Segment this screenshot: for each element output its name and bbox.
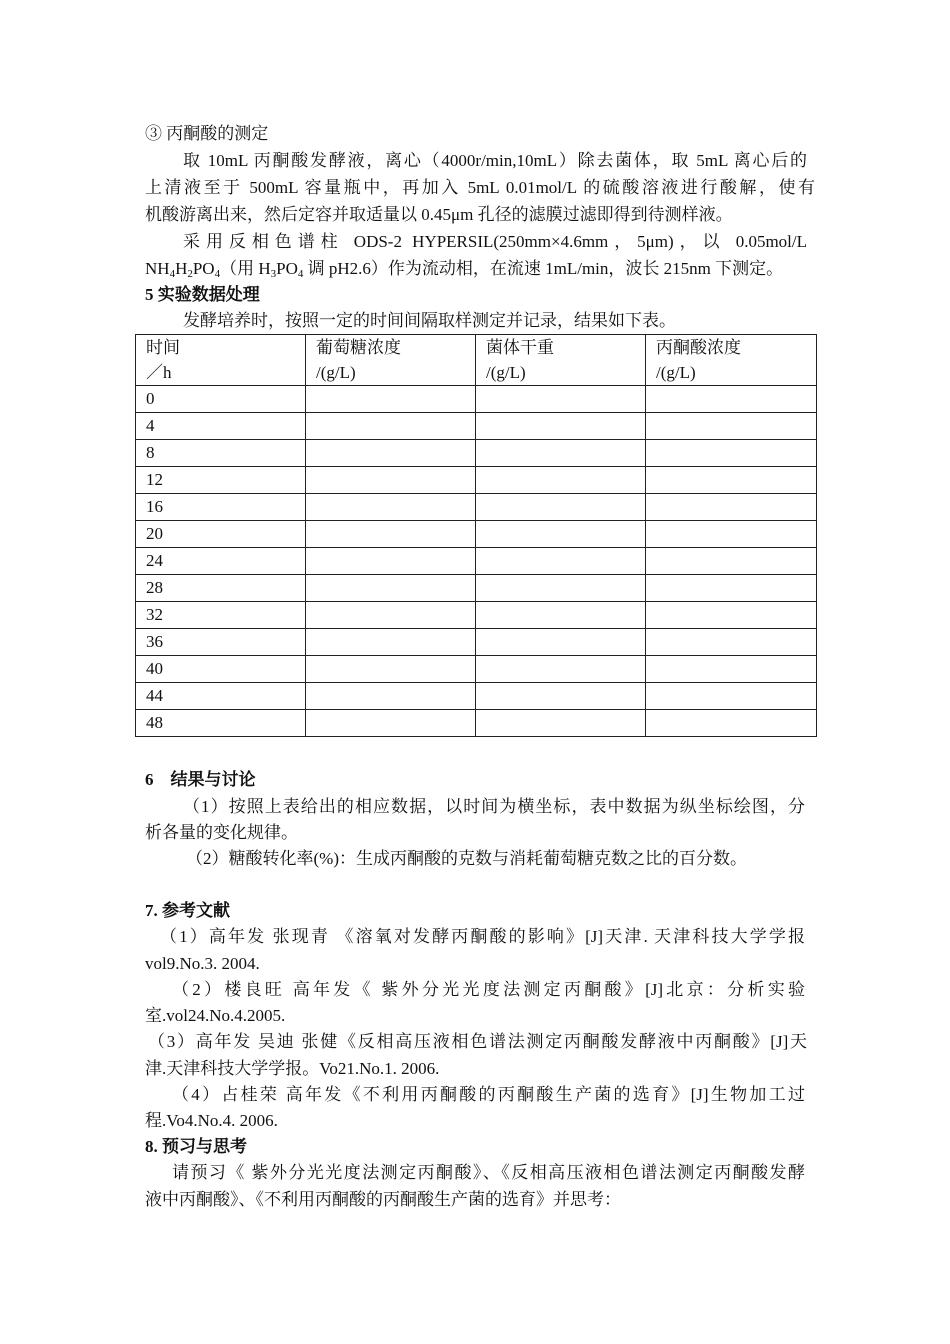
paragraph-line: （2）糖酸转化率(%)：生成丙酮酸的克数与消耗葡萄糖克数之比的百分数。 [186,849,747,868]
time-cell: 20 [136,521,306,548]
reference-line: 室.vol24.No.4.2005. [145,1006,286,1025]
time-cell: 48 [136,710,306,737]
empty-cell [476,683,646,710]
section5-intro: 发酵培养时，按照一定的时间间隔取样测定并记录，结果如下表。 [183,311,676,330]
table-header-row [136,335,817,386]
paragraph-line: （1）按照上表给出的相应数据，以时间为横坐标，表中数据为纵坐标绘图，分 [183,797,805,816]
empty-cell [646,440,817,467]
empty-cell [306,683,476,710]
time-cell: 4 [136,413,306,440]
time-cell: 0 [136,386,306,413]
section5-heading: 5 实验数据处理 [145,285,260,304]
empty-cell [306,656,476,683]
empty-cell [476,656,646,683]
empty-cell [306,548,476,575]
table-row [136,629,817,656]
table-row [136,440,817,467]
empty-cell [306,413,476,440]
reference-line: vol9.No.3. 2004. [145,954,260,973]
time-cell: 44 [136,683,306,710]
table-row [136,521,817,548]
empty-cell [646,602,817,629]
reference-line: 津.天津科技大学学报。Vo21.No.1. 2006. [145,1059,440,1078]
empty-cell [646,494,817,521]
empty-cell [646,467,817,494]
paragraph-line: 采用反相色谱柱 ODS-2 HYPERSIL(250mm×4.6mm，5μm)，以 0.05mol/L [183,232,807,251]
time-cell: 24 [136,548,306,575]
time-cell: 36 [136,629,306,656]
empty-cell [476,440,646,467]
empty-cell [646,575,817,602]
empty-cell [306,575,476,602]
empty-cell [306,467,476,494]
paragraph-line: 取 10mL 丙酮酸发酵液，离心（4000r/min,10mL）除去菌体，取 5mL 离心后的 [183,151,807,170]
empty-cell [306,602,476,629]
section8-heading: 8. 预习与思考 [145,1137,247,1156]
empty-cell [646,710,817,737]
empty-cell [476,386,646,413]
reference-line: 程.Vo4.No.4. 2006. [145,1111,278,1130]
empty-cell [646,629,817,656]
table-row [136,494,817,521]
reference-line: （3）高年发 吴迪 张健《反相高压液相色谱法测定丙酮酸发酵液中丙酮酸》[J]天 [148,1032,807,1051]
paragraph-line: 上清液至于 500mL 容量瓶中，再加入 5mL 0.01mol/L 的硫酸溶液进行酸解，使有 [145,178,815,197]
empty-cell [646,683,817,710]
header-cell-glucose: 葡萄糖浓度 /(g/L) [306,335,476,386]
empty-cell [476,521,646,548]
header-cell-pyruvate: 丙酮酸浓度 /(g/L) [646,335,817,386]
empty-cell [476,494,646,521]
table-row [136,386,817,413]
table-row [136,683,817,710]
time-cell: 28 [136,575,306,602]
empty-cell [476,710,646,737]
empty-cell [476,467,646,494]
empty-cell [646,386,817,413]
table-row [136,656,817,683]
empty-cell [646,548,817,575]
empty-cell [306,710,476,737]
empty-cell [646,521,817,548]
empty-cell [476,413,646,440]
header-cell-biomass: 菌体干重 /(g/L) [476,335,646,386]
table-row [136,548,817,575]
reference-line: （4）占桂荣 高年发《不利用丙酮酸的丙酮酸生产菌的选育》[J]生物加工过 [172,1085,805,1104]
table-row [136,602,817,629]
empty-cell [306,440,476,467]
header-cell-time: 时间 ／h [136,335,306,386]
empty-cell [306,629,476,656]
reference-line: （2）楼良旺 高年发《 紫外分光光度法测定丙酮酸》[J]北京：分析实验 [172,980,805,999]
section6-heading: 6 结果与讨论 [145,770,256,789]
empty-cell [646,413,817,440]
paragraph-line: 机酸游离出来，然后定容并取适量以 0.45μm 孔径的滤膜过滤即得到待测样液。 [145,205,733,224]
empty-cell [306,521,476,548]
empty-cell [476,548,646,575]
data-table [135,334,817,737]
paragraph-line: 析各量的变化规律。 [145,823,298,842]
time-cell: 16 [136,494,306,521]
mobile-phase-line: $NH_4H_2PO_4$（用 $H_3PO_4$ 调 pH2.6）作为流动相，在流速 1mL/min，波长 215nm 下测定。 [145,259,784,280]
table-row [136,710,817,737]
time-cell: 12 [136,467,306,494]
time-cell: 8 [136,440,306,467]
empty-cell [306,494,476,521]
time-cell: 32 [136,602,306,629]
empty-cell [476,575,646,602]
paragraph-line: 请预习《 紫外分光光度法测定丙酮酸》、《反相高压液相色谱法测定丙酮酸发酵 [172,1163,805,1182]
section7-heading: 7. 参考文献 [145,901,230,920]
empty-cell [476,629,646,656]
table-row [136,575,817,602]
empty-cell [476,602,646,629]
table-row [136,467,817,494]
reference-line: （1）高年发 张现青 《溶氧对发酵丙酮酸的影响》[J]天津. 天津科技大学学报 [160,927,805,946]
section-measure-heading: ③ 丙酮酸的测定 [145,124,269,143]
empty-cell [646,656,817,683]
time-cell: 40 [136,656,306,683]
empty-cell [306,386,476,413]
table-row [136,413,817,440]
paragraph-line: 液中丙酮酸》、《不利用丙酮酸的丙酮酸生产菌的选育》并思考： [145,1190,621,1209]
